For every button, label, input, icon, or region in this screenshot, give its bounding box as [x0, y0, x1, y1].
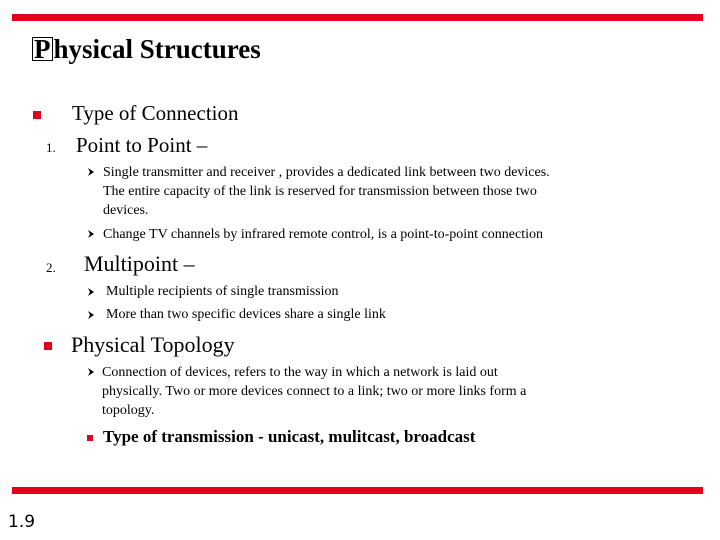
transmission-types: Type of transmission - unicast, mulitcast, broadcast	[103, 427, 476, 446]
square-bullet-icon	[44, 342, 52, 350]
chevron-right-icon	[87, 230, 95, 238]
title-first-letter: P	[34, 34, 51, 64]
square-bullet-icon	[33, 111, 41, 119]
bottom-accent-bar	[12, 487, 703, 494]
square-bullet-icon	[87, 435, 93, 441]
pt-item-line-3: topology.	[102, 403, 155, 418]
chevron-right-icon	[87, 288, 95, 296]
ptp-item-1-line-3: devices.	[103, 203, 149, 218]
mp-item-1: Multiple recipients of single transmission	[106, 284, 339, 299]
chevron-right-icon	[87, 368, 95, 376]
page-title	[32, 34, 261, 65]
top-accent-bar	[12, 14, 703, 21]
page-number: 1.9	[8, 512, 36, 532]
chevron-right-icon	[87, 168, 95, 176]
title-rest: hysical Structures	[53, 34, 261, 64]
heading-point-to-point: Point to Point –	[76, 133, 208, 157]
pt-item-line-1: Connection of devices, refers to the way in which a network is laid out	[102, 365, 498, 380]
list-number-1: 1.	[46, 140, 56, 155]
mp-item-2: More than two specific devices share a single link	[106, 307, 386, 322]
chevron-right-icon	[87, 311, 95, 319]
list-number-2: 2.	[46, 260, 56, 275]
ptp-item-2-line-1: Change TV channels by infrared remote control, is a point-to-point connection	[103, 227, 543, 242]
ptp-item-1-line-1: Single transmitter and receiver , provides a dedicated link between two devices.	[103, 165, 550, 180]
pt-item-line-2: physically. Two or more devices connect to a link; two or more links form a	[102, 384, 527, 399]
ptp-item-1-line-2: The entire capacity of the link is reserved for transmission between those two	[103, 184, 537, 199]
heading-multipoint: Multipoint –	[84, 251, 195, 276]
heading-type-of-connection: Type of Connection	[72, 101, 239, 125]
heading-physical-topology: Physical Topology	[71, 332, 235, 357]
